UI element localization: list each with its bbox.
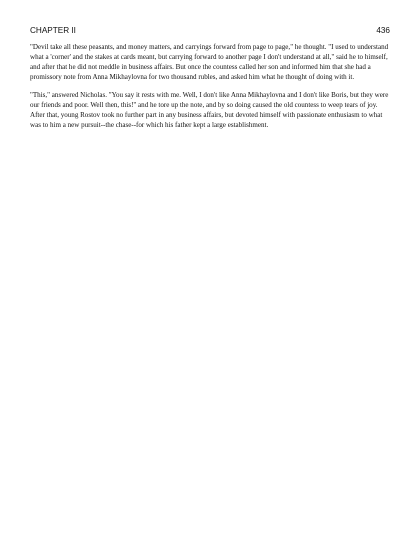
paragraph-2: "This," answered Nicholas. "You say it rests with me. Well, I don't like Anna Mikhaylovna and I don't like Boris, but they were our friends and poor. Well then, this!" and he tore up the note, and by so doing caused the old countess to weep tears of joy. After that, young Rostov took no further part in any business affairs, but devoted himself with passionate enthusiasm to what was to him a new pursuit--the chase--for which his father kept a large establishment. <box>30 91 389 129</box>
body-text <box>30 42 392 138</box>
page-header <box>30 24 390 38</box>
chapter-heading: CHAPTER II <box>30 26 76 35</box>
paragraph-1: "Devil take all these peasants, and money matters, and carryings forward from page to page," he thought. "I used to understand what a 'corner' and the stakes at cards meant, but carrying forward to another page I don't understand at all," said he to himself, and after that he did not meddle in business affairs. But once the countess called her son and informed him that she had a promissory note from Anna Mikhaylovna for two thousand rubles, and asked him what he thought of doing with it. <box>30 43 389 81</box>
page-number: 436 <box>376 26 390 35</box>
